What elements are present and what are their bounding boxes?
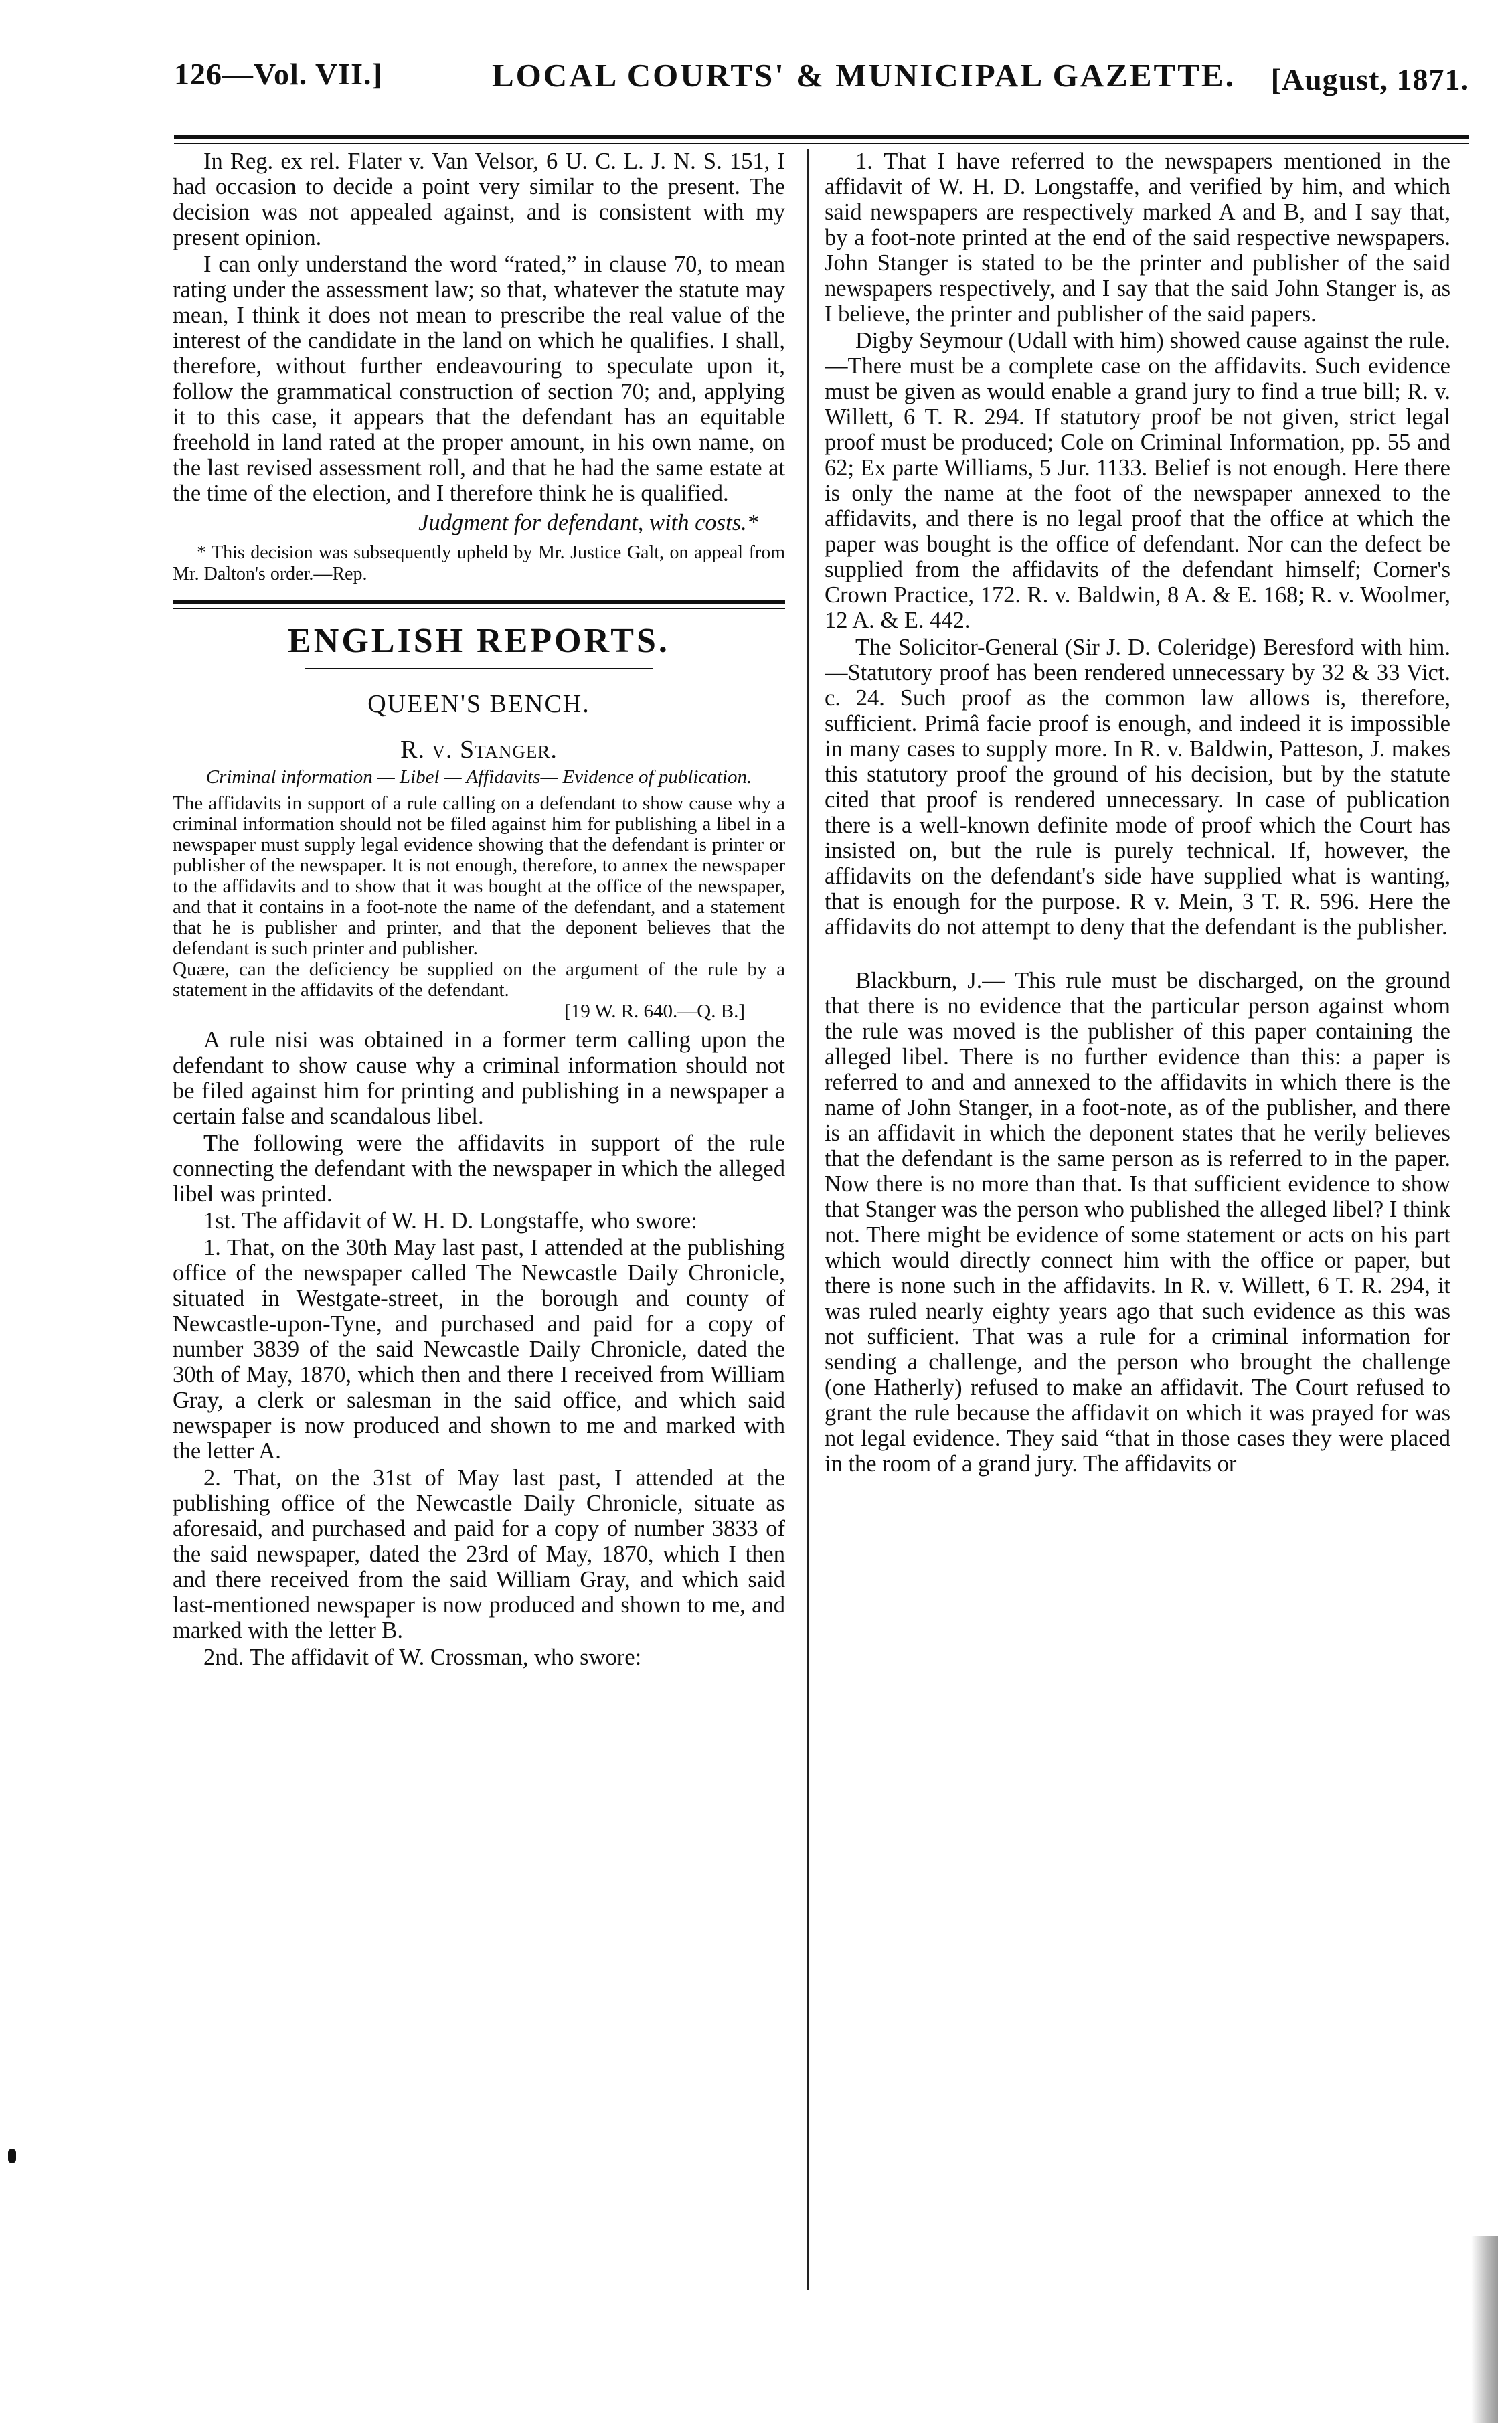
issue-date: [August, 1871. <box>1270 62 1469 96</box>
court-name: QUEEN'S BENCH. <box>367 690 590 718</box>
footnote: * This decision was subsequently upheld by Mr. Justice Galt, on appeal from Mr. Dalton's order.—Rep. <box>173 542 785 584</box>
headnote: The affidavits in support of a rule calling on a defendant to show cause why a criminal information should not be filed against him for publishing a libel in a newspaper must supply legal evidence showing that the defendant is printer or publisher of the newspaper. It is not enough, therefore, to annex the newspaper to the affidavits and to show that it was bought at the office of the newspaper, and that it contains in a foot-note the name of the defendant, and a statement that he is publisher and printer, and that the deponent believes that the defendant is such printer and publisher. <box>173 792 785 959</box>
paragraph: I can only understand the word “rated,” in clause 70, to mean rating under the assessment law; so that, whatever the statute may mean, I think it does not mean to prescribe the real value of the interest of the candidate in the land on which he qualifies. I shall, therefore, without further endeavouring to speculate upon it, follow the grammatical construction of section 70; and, applying it to this case, it appears that the defendant has an equitable freehold in land rated at the proper amount, in his own name, on the last revised assessment roll, and that he had the same estate at the time of the election, and I therefore think he is qualified. <box>173 252 785 506</box>
headnote-title: Criminal information — Libel — Affidavits— Evidence of publication. <box>205 766 752 788</box>
section-title: ENGLISH REPORTS. <box>288 622 670 660</box>
header-rule-thick <box>174 135 1469 139</box>
paragraph: The following were the affidavits in support of the rule connecting the defendant with the newspaper in which the alleged libel was printed. <box>173 1130 785 1207</box>
judgment-line: Judgment for defendant, with costs.* <box>418 510 758 535</box>
paragraph: Blackburn, J.— This rule must be discharged, on the ground that there is no evidence that the particular person against whom the rule was moved is the publisher of this paper containing the alleged libel. There is no further evidence than this: a paper is referred to and and annexed to the affidavits in which there is the name of John Stanger, in a foot-note, as of the publisher, and there is an affidavit in which the deponent states that he verily believes that the defendant is the same person as is referred to in the paper. Now there is no more than that. Is that sufficient evidence to show that Stanger was the person who published the alleged libel? I think not. There might be evidence of some statement or acts on his part which would directly connect him with the office or paper, but there is none such in the affidavits. In R. v. Willett, 6 T. R. 294, it was ruled nearly eighty years ago that such evidence as this was not sufficient. That was a rule for a criminal information for sending a challenge, and the person who brought the challenge (one Hatherly) refused to make an affidavit. The Court refused to grant the rule because the affidavit on which it was prayed for was not legal evidence. They said “that in those cases they were placed in the room of a grand jury. The affidavits or <box>825 968 1450 1477</box>
header-rule-thin <box>174 143 1469 144</box>
paragraph: 2. That, on the 31st of May last past, I attended at the publishing office of the Newcastle Daily Chronicle, situate as aforesaid, and purchased and paid for a copy of number 3833 of the said newspaper, dated the 23rd of May, 1870, which I then and there received from the said William Gray, and which said last-mentioned newspaper is now produced and shown to me, and marked with the letter B. <box>173 1465 785 1643</box>
headnote-quaere: Quære, can the deficiency be supplied on the argument of the rule by a statement in the affidavits of the defendant. <box>173 958 785 1001</box>
column-divider <box>807 149 809 2290</box>
publication-title: LOCAL COURTS' & MUNICIPAL GAZETTE. <box>492 57 1236 94</box>
page-volume: 126—Vol. VII.] <box>174 57 383 91</box>
scan-edge-shadow <box>1471 2236 1498 2423</box>
section-rule-thin <box>173 608 785 609</box>
left-column <box>173 149 785 1671</box>
paragraph: Digby Seymour (Udall with him) showed cause against the rule.—There must be a complete case on the affidavits. Such evidence must be given as would enable a grand jury to find a true bill; R. v. Willett, 6 T. R. 294. If statutory proof be not given, strict legal proof must be produced; Cole on Criminal Information, pp. 55 and 62; Ex parte Williams, 5 Jur. 1133. Belief is not enough. Here there is only the name at the foot of the newspaper annexed to the affidavits, and there is no legal proof that the office at which the paper was bought is the office of defendant. Nor can the defect be supplied from the affidavits of the defendant himself; Corner's Crown Practice, 172. R. v. Baldwin, 8 A. & E. 168; R. v. Woolmer, 12 A. & E. 442. <box>825 328 1450 633</box>
scan-speck <box>8 2149 16 2163</box>
paragraph: 1. That, on the 30th May last past, I attended at the publishing office of the newspaper called The Newcastle Daily Chronicle, situated in Westgate-street, in the borough and county of Newcastle-upon-Tyne, and purchased and paid for a copy of number 3839 of the said Newcastle Daily Chronicle, dated the 30th of May, 1870, which then and there I received from William Gray, a clerk or salesman in the said office, and which said newspaper is now produced and shown to me and marked with the letter A. <box>173 1235 785 1464</box>
section-rule-thick <box>173 600 785 604</box>
section-underline <box>305 668 653 669</box>
report-citation: [19 W. R. 640.—Q. B.] <box>564 1001 745 1022</box>
case-name: R. v. Stanger. <box>400 736 558 764</box>
running-header <box>174 52 1469 126</box>
paragraph-gap <box>825 941 1450 968</box>
paragraph: 1st. The affidavit of W. H. D. Longstaffe, who swore: <box>203 1208 697 1234</box>
paragraph: A rule nisi was obtained in a former term calling upon the defendant to show cause why a criminal information should not be filed against him for printing and publishing in a newspaper a certain false and scandalous libel. <box>173 1027 785 1129</box>
paragraph: The Solicitor-General (Sir J. D. Coleridge) Beresford with him.—Statutory proof has been rendered unnecessary by 32 & 33 Vict. c. 24. Such proof as the common law allows is, therefore, sufficient. Primâ facie proof is enough, and indeed it is impossible in many cases to supply more. In R. v. Baldwin, Patteson, J. makes this statutory proof the ground of his decision, but by the statute cited that proof is rendered unnecessary. In case of publication there is a well-known definite mode of proof which the Court has insisted on, but the rule is purely technical. If, however, the affidavits on the defendant's side have supplied what is wanting, that is enough for the purpose. R v. Mein, 3 T. R. 596. Here the affidavits do not attempt to deny that the defendant is the publisher. <box>825 635 1450 940</box>
paragraph: In Reg. ex rel. Flater v. Van Velsor, 6 U. C. L. J. N. S. 151, I had occasion to decide a point very similar to the present. The decision was not appealed against, and is consistent with my present opinion. <box>173 149 785 250</box>
right-column <box>825 149 1450 1478</box>
paragraph: 2nd. The affidavit of W. Crossman, who swore: <box>203 1645 642 1670</box>
paragraph: 1. That I have referred to the newspapers mentioned in the affidavit of W. H. D. Longstaffe, and verified by him, and which said newspapers are respectively marked A and B, and I say that, by a foot-note printed at the end of the said respective newspapers. John Stanger is stated to be the printer and publisher of the said newspapers respectively, and I say that the said John Stanger is, as I believe, the printer and publisher of the said papers. <box>825 149 1450 327</box>
